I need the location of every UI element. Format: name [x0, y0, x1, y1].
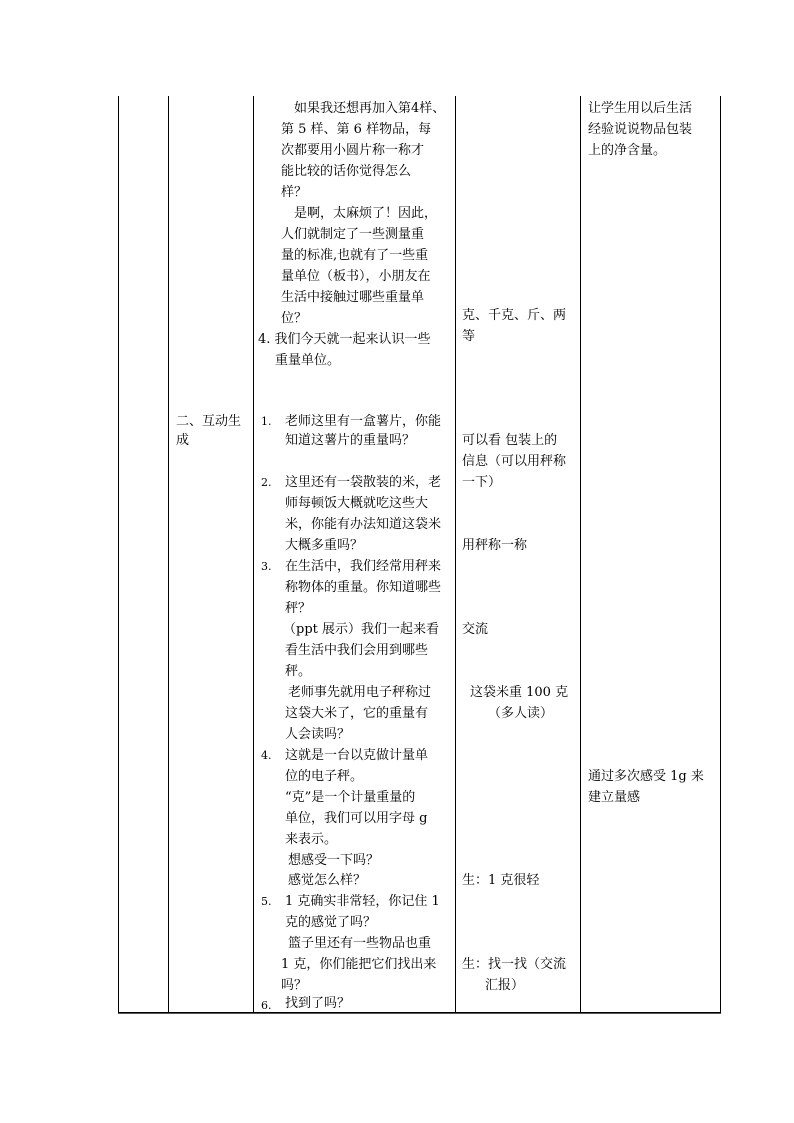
- teacher-text-line: 看生活中我们会用到哪些: [285, 643, 429, 658]
- teacher-text-line: 位？: [281, 311, 308, 326]
- teacher-text-line: 是啊，太麻烦了！因此，: [294, 206, 438, 221]
- student-text-line: 生：找一找（交流: [462, 957, 567, 972]
- teacher-text-line: 感觉怎么样？: [288, 873, 367, 888]
- teacher-text-line: “克”是一个计量重量的: [285, 790, 416, 805]
- student-text-line: 生：1 克很轻: [462, 873, 540, 888]
- teacher-text-line: 能比较的话你觉得怎么: [281, 164, 412, 179]
- teacher-text-line: 老师这里有一盒薯片，你能: [285, 414, 442, 429]
- teacher-text-line: 称物体的重量。你知道哪些: [285, 580, 442, 595]
- intent-text-line: 建立量感: [588, 790, 641, 805]
- teacher-text-line: 来表示。: [285, 832, 338, 847]
- teacher-text-line: 吗？: [281, 978, 308, 993]
- student-text-line: 用秤称一称: [462, 538, 528, 553]
- table-border-left: [118, 96, 119, 1014]
- teacher-text-line: 人们就制定了一些测量重: [281, 227, 425, 242]
- teacher-text-line: 量的标准,也就有了一些重: [281, 248, 429, 263]
- column-divider-1: [168, 96, 169, 1014]
- list-number: 1.: [261, 415, 272, 428]
- teacher-text-line: 1 克确实非常轻，你记住 1: [285, 894, 440, 909]
- list-number: 5.: [261, 895, 272, 908]
- teacher-text-line: 老师事先就用电子秤称过: [288, 685, 432, 700]
- teacher-text-line: 位的电子秤。: [285, 769, 364, 784]
- teacher-text-line: 师每顿饭大概就吃这些大: [285, 496, 429, 511]
- student-text-line: （多人读）: [488, 706, 554, 721]
- teacher-text-line: 人会读吗？: [285, 727, 351, 742]
- teacher-text-line: 重量单位。: [275, 353, 341, 368]
- stage-label-line1: 二、互动生: [176, 414, 242, 429]
- list-number: 6.: [261, 999, 272, 1012]
- column-divider-4: [580, 96, 581, 1014]
- list-number: 3.: [261, 560, 272, 573]
- teacher-text-line: 在生活中，我们经常用秤来: [285, 559, 442, 574]
- student-text-line: 汇报）: [485, 978, 525, 993]
- teacher-text-line: 这里还有一袋散装的米，老: [285, 475, 442, 490]
- teacher-text-line: 秤？: [285, 601, 312, 616]
- teacher-text-line: （ppt 展示）我们一起来看: [283, 622, 440, 637]
- teacher-text-line: 样？: [281, 185, 308, 200]
- teacher-text-line: 这就是一台以克做计量单: [285, 748, 429, 763]
- teacher-text-line: 找到了吗？: [285, 996, 351, 1011]
- teacher-text-line: 这袋大米了，它的重量有: [285, 706, 429, 721]
- teacher-text-line: 第 5 样、第 6 样物品，每: [281, 122, 432, 137]
- intent-text-line: 让学生用以后生活: [588, 101, 693, 116]
- teacher-text-line: 次都要用小圆片称一称才: [281, 143, 425, 158]
- intent-text-line: 上的净含量。: [588, 143, 667, 158]
- teacher-text-line: 克的感觉了吗？: [285, 915, 377, 930]
- intent-text-line: 通过多次感受 1g 来: [588, 769, 704, 784]
- list-number: 4.: [261, 749, 272, 762]
- stage-label-line2: 成: [176, 433, 190, 448]
- stage-label: [176, 412, 241, 450]
- table-border-bottom-shadow: [118, 1013, 721, 1014]
- student-text-line: 这袋米重 100 克: [470, 685, 569, 700]
- teacher-text-line: 如果我还想再加入第4样、: [294, 101, 446, 116]
- teacher-text-line: 4. 我们今天就一起来认识一些: [258, 332, 431, 347]
- teacher-text-line: 量单位（板书），小朋友在: [281, 269, 431, 284]
- teacher-text-line: 生活中接触过哪些重量单: [281, 290, 425, 305]
- list-number: 2.: [261, 476, 272, 489]
- student-text-line: 可以看 包装上的: [462, 433, 558, 448]
- student-text-line: 等: [462, 329, 476, 344]
- teacher-text-line: 单位，我们可以用字母 g: [285, 811, 428, 826]
- teacher-text-line: 大概多重吗？: [285, 538, 364, 553]
- column-divider-2: [253, 96, 254, 1014]
- teacher-text-line: 篮子里还有一些物品也重: [288, 936, 432, 951]
- teacher-text-line: 米，你能有办法知道这袋米: [285, 517, 442, 532]
- table-border-right: [720, 96, 721, 1014]
- teacher-text-line: 知道这薯片的重量吗？: [285, 433, 416, 448]
- student-text-line: 克、千克、斤、两: [462, 308, 567, 323]
- teacher-text-line: 1 克，你们能把它们找出来: [281, 957, 437, 972]
- column-divider-3: [455, 96, 456, 1014]
- student-text-line: 信息（可以用秤称: [462, 454, 567, 469]
- intent-text-line: 经验说说物品包装: [588, 122, 693, 137]
- student-text-line: 交流: [462, 622, 489, 637]
- teacher-text-line: 想感受一下吗？: [288, 853, 380, 868]
- teacher-text-line: 秤。: [285, 664, 312, 679]
- student-text-line: 一下）: [462, 475, 502, 490]
